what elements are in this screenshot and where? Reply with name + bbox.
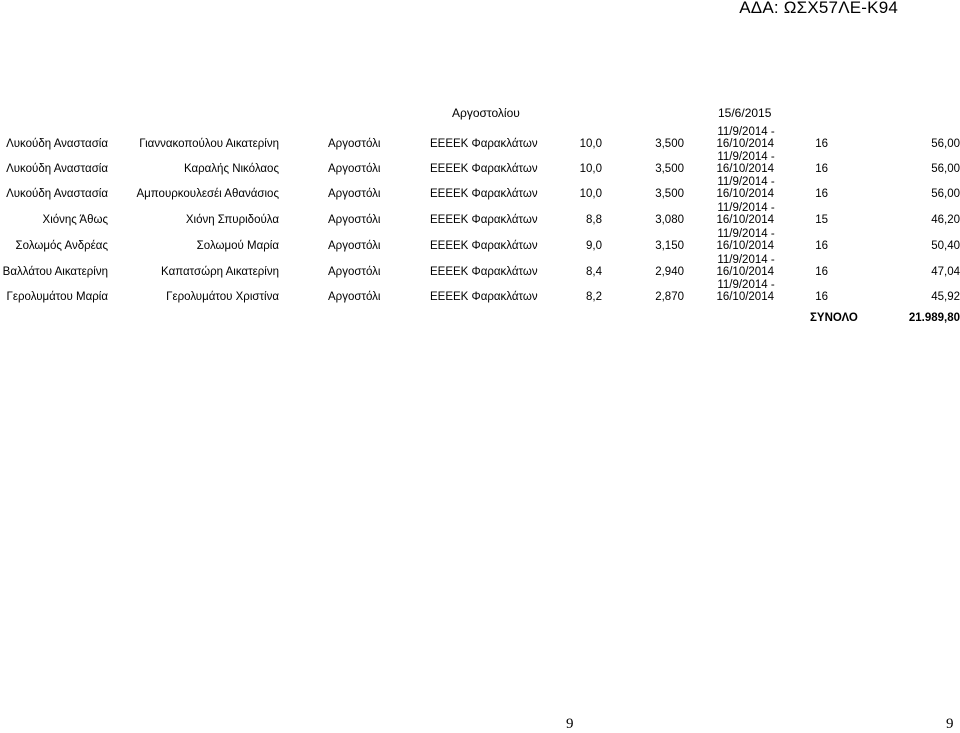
rate: 3,080 <box>655 214 684 226</box>
rate: 2,870 <box>655 291 684 303</box>
parent-name: Βαλλάτου Αικατερίνη <box>2 266 108 278</box>
rate: 3,500 <box>655 138 684 150</box>
amount: 56,00 <box>931 138 960 150</box>
table-row <box>0 281 960 309</box>
header-location: Αργοστολίου <box>452 106 520 120</box>
period-end: 16/10/2014 <box>716 163 774 175</box>
period-end: 16/10/2014 <box>716 266 774 278</box>
table-row <box>0 230 960 258</box>
hours: 8,2 <box>586 291 602 303</box>
parent-name: Λυκούδη Αναστασία <box>6 163 108 175</box>
hours: 10,0 <box>579 188 602 200</box>
city: Αργοστόλι <box>328 163 381 175</box>
amount: 56,00 <box>931 163 960 175</box>
days: 16 <box>815 163 828 175</box>
days: 16 <box>815 291 828 303</box>
table-row <box>0 153 960 181</box>
city: Αργοστόλι <box>328 291 381 303</box>
days: 16 <box>815 266 828 278</box>
school-name: ΕΕΕΕΚ Φαρακλάτων <box>430 188 538 200</box>
school-name: ΕΕΕΕΚ Φαρακλάτων <box>430 291 538 303</box>
child-name: Σολωμού Μαρία <box>196 240 279 252</box>
child-name: Καπατσώρη Αικατερίνη <box>161 266 279 278</box>
city: Αργοστόλι <box>328 240 381 252</box>
rate: 3,150 <box>655 240 684 252</box>
amount: 46,20 <box>931 214 960 226</box>
period-end: 16/10/2014 <box>716 291 774 303</box>
parent-name: Γερολυμάτου Μαρία <box>6 291 108 303</box>
days: 16 <box>815 188 828 200</box>
child-name: Γερολυμάτου Χριστίνα <box>166 291 279 303</box>
city: Αργοστόλι <box>328 266 381 278</box>
parent-name: Λυκούδη Αναστασία <box>6 138 108 150</box>
table-row <box>0 204 960 232</box>
period-end: 16/10/2014 <box>716 188 774 200</box>
parent-name: Χιόνης Άθως <box>42 214 108 226</box>
period-start: 11/9/2014 - <box>717 176 775 188</box>
period-start: 11/9/2014 - <box>717 254 775 266</box>
total-label: ΣΥΝΟΛΟ <box>810 312 858 324</box>
period-end: 16/10/2014 <box>716 138 774 150</box>
parent-name: Σολωμός Ανδρέας <box>15 240 108 252</box>
school-name: ΕΕΕΕΚ Φαρακλάτων <box>430 138 538 150</box>
days: 16 <box>815 138 828 150</box>
amount: 45,92 <box>931 291 960 303</box>
school-name: ΕΕΕΕΚ Φαρακλάτων <box>430 163 538 175</box>
period-end: 16/10/2014 <box>716 240 774 252</box>
days: 15 <box>815 214 828 226</box>
ada-code: ΑΔΑ: ΩΣΧ57ΛΕ-Κ94 <box>739 0 898 17</box>
rate: 3,500 <box>655 163 684 175</box>
page-number: 9 <box>566 716 574 732</box>
city: Αργοστόλι <box>328 138 381 150</box>
hours: 10,0 <box>579 163 602 175</box>
period-start: 11/9/2014 - <box>717 228 775 240</box>
period-start: 11/9/2014 - <box>717 202 775 214</box>
table-row <box>0 256 960 284</box>
child-name: Αμπουρκουλεσέι Αθανάσιος <box>136 188 279 200</box>
days: 16 <box>815 240 828 252</box>
amount: 56,00 <box>931 188 960 200</box>
rate: 2,940 <box>655 266 684 278</box>
period-start: 11/9/2014 - <box>717 126 775 138</box>
table-row <box>0 178 960 206</box>
hours: 10,0 <box>579 138 602 150</box>
period-start: 11/9/2014 - <box>717 279 775 291</box>
page-number: 9 <box>946 716 954 732</box>
child-name: Χιόνη Σπυριδούλα <box>185 214 279 226</box>
parent-name: Λυκούδη Αναστασία <box>6 188 108 200</box>
hours: 8,8 <box>586 214 602 226</box>
total-value: 21.989,80 <box>908 312 960 324</box>
city: Αργοστόλι <box>328 188 381 200</box>
child-name: Καραλής Νικόλαος <box>183 163 279 175</box>
period-start: 11/9/2014 - <box>717 151 775 163</box>
header-date: 15/6/2015 <box>718 106 772 120</box>
school-name: ΕΕΕΕΚ Φαρακλάτων <box>430 240 538 252</box>
hours: 8,4 <box>586 266 602 278</box>
rate: 3,500 <box>655 188 684 200</box>
city: Αργοστόλι <box>328 214 381 226</box>
school-name: ΕΕΕΕΚ Φαρακλάτων <box>430 214 538 226</box>
school-name: ΕΕΕΕΚ Φαρακλάτων <box>430 266 538 278</box>
child-name: Γιαννακοπούλου Αικατερίνη <box>139 138 279 150</box>
table-row <box>0 128 960 156</box>
amount: 50,40 <box>931 240 960 252</box>
hours: 9,0 <box>586 240 602 252</box>
period-end: 16/10/2014 <box>716 214 774 226</box>
amount: 47,04 <box>931 266 960 278</box>
